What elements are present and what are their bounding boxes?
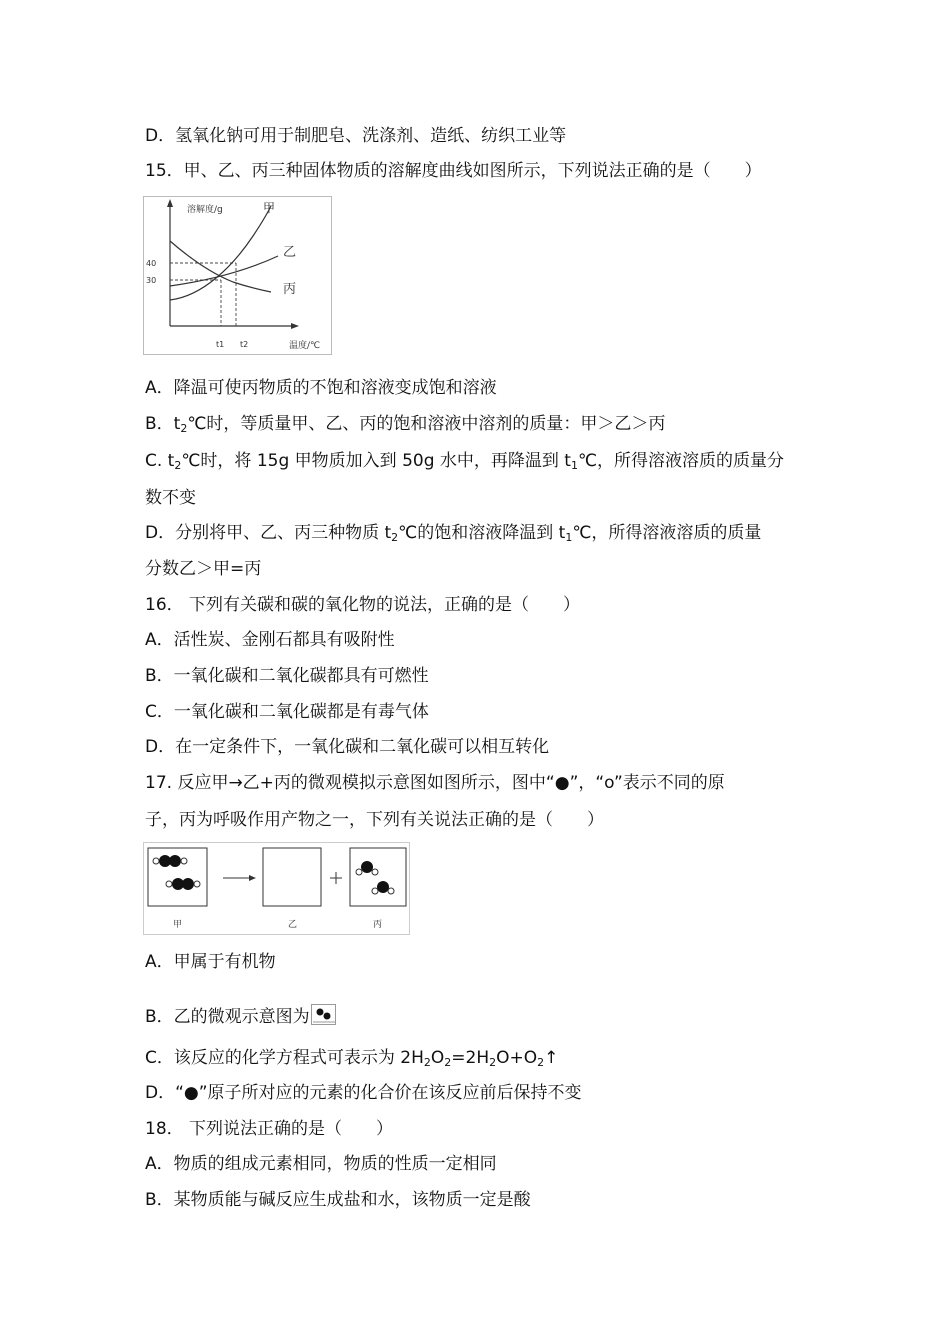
label-jia: 甲 xyxy=(263,201,276,215)
solubility-chart xyxy=(143,196,333,356)
option-14-d: D．氢氧化钠可用于制肥皂、洗涤剂、造纸、纺织工业等 xyxy=(145,126,567,146)
question-16-stem: 16． 下列有关碳和碳的氧化物的说法，正确的是（ ） xyxy=(145,595,581,615)
label-bing: 丙 xyxy=(283,282,297,297)
diagram-label-jia: 甲 xyxy=(173,920,183,930)
y-axis-label: 溶解度/g xyxy=(187,205,223,215)
question-17-stem-cont: 子，丙为呼吸作用产物之一，下列有关说法正确的是（ ） xyxy=(145,810,604,830)
option-18-b: B．某物质能与碱反应生成盐和水，该物质一定是酸 xyxy=(145,1190,531,1210)
label-yi: 乙 xyxy=(283,245,297,260)
question-15-stem: 15．甲、乙、丙三种固体物质的溶解度曲线如图所示，下列说法正确的是（ ） xyxy=(145,161,762,181)
tick-t2: t2 xyxy=(240,340,249,349)
option-15-d-cont: 分数乙＞甲=丙 xyxy=(145,559,262,579)
option-17-c: C．该反应的化学方程式可表示为 $2H_2O_2=2H_2O+O_2↑$ xyxy=(145,1048,559,1069)
reaction-diagram xyxy=(143,842,411,936)
oxygen-molecule-icon xyxy=(311,1004,337,1026)
option-16-b: B．一氧化碳和二氧化碳都具有可燃性 xyxy=(145,666,429,686)
tick-40: 40 xyxy=(146,259,157,268)
option-18-a: A．物质的组成元素相同，物质的性质一定相同 xyxy=(145,1154,497,1174)
option-16-c: C．一氧化碳和二氧化碳都是有毒气体 xyxy=(145,702,429,722)
tick-30: 30 xyxy=(146,276,157,285)
tick-t1: t1 xyxy=(216,340,225,349)
option-15-c-cont: 数不变 xyxy=(145,488,196,508)
option-15-c: C. $t_2℃$时，将 15g 甲物质加入到 50g 水中，再降温到 $t_1℃$，所得溶液溶质的质量分 xyxy=(145,451,785,472)
option-16-d: D．在一定条件下，一氧化碳和二氧化碳可以相互转化 xyxy=(145,737,550,757)
diagram-label-bing: 丙 xyxy=(373,920,383,930)
question-18-stem: 18． 下列说法正确的是（ ） xyxy=(145,1119,394,1139)
option-15-b: B．$t_2℃$时，等质量甲、乙、丙的饱和溶液中溶剂的质量：甲＞乙＞丙 xyxy=(145,414,666,435)
option-17-d: D．“●”原子所对应的元素的化合价在该反应前后保持不变 xyxy=(145,1083,582,1103)
x-axis-label: 温度/℃ xyxy=(289,341,321,351)
box-yi xyxy=(263,848,321,906)
option-15-a: A．降温可使丙物质的不饱和溶液变成饱和溶液 xyxy=(145,378,497,398)
option-17-a: A．甲属于有机物 xyxy=(145,952,276,972)
question-17-stem: 17. 反应甲→乙+丙的微观模拟示意图如图所示，图中“●”，“o”表示不同的原 xyxy=(145,773,725,793)
option-15-d: D．分别将甲、乙、丙三种物质 $t_2℃$的饱和溶液降温到 $t_1℃$，所得溶液溶质的质量 xyxy=(145,523,762,544)
option-16-a: A．活性炭、金刚石都具有吸附性 xyxy=(145,630,395,650)
diagram-label-yi: 乙 xyxy=(288,920,298,930)
option-17-b: B．乙的微观示意图为 xyxy=(145,1004,337,1029)
box-bing xyxy=(350,848,406,906)
